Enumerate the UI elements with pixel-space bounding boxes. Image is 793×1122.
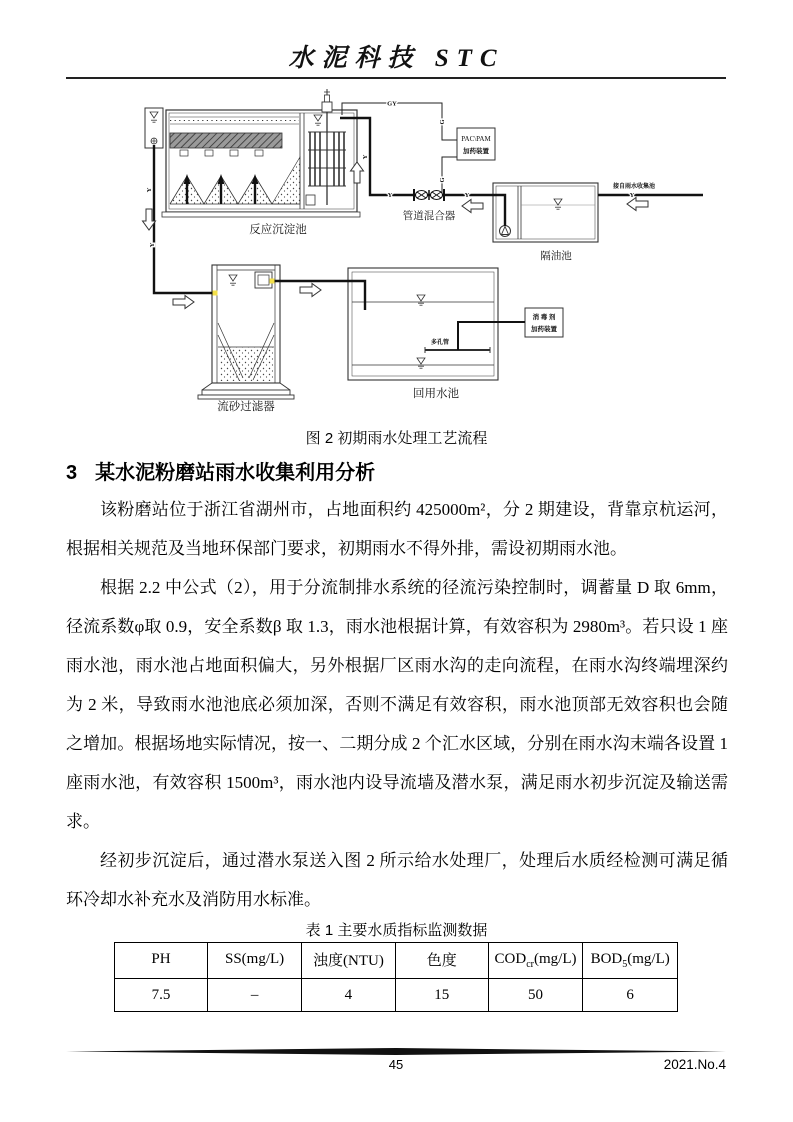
- cell-bod: 6: [583, 979, 678, 1012]
- pac-pam-dosing-box: [457, 128, 495, 160]
- journal-header-title: 水泥科技 STC: [288, 45, 505, 72]
- label-oil-separator: 隔油池: [540, 251, 572, 262]
- drain-pipe: [154, 145, 217, 293]
- paragraph-1: 该粉磨站位于浙江省湖州市，占地面积约 425000m²，分 2 期建设，背靠京杭运河，根据相关规范及当地环保部门要求，初期雨水不得外排，需设初期雨水池。: [66, 500, 728, 558]
- footer-rule: [66, 1047, 726, 1056]
- cell-ph: 7.5: [115, 979, 208, 1012]
- label-reuse-tank: 回用水池: [413, 388, 459, 400]
- flow-arrow-right-tank: [300, 284, 321, 297]
- table-header-row: [115, 943, 678, 979]
- col-header-turbidity: 浊度(NTU): [302, 943, 396, 979]
- pipe-label-y: Y: [629, 192, 635, 199]
- pipe-label-gy: GY: [387, 100, 397, 108]
- col-header-color: 色度: [395, 943, 488, 979]
- flow-arrow-right-filter: [173, 296, 194, 309]
- label-sand-filter: 流砂过滤器: [217, 401, 275, 413]
- section-title: 某水泥粉磨站雨水收集利用分析: [95, 462, 376, 484]
- figure-2-process-flow-diagram: [130, 85, 745, 425]
- label-reaction-tank: 反应沉淀池: [249, 224, 307, 236]
- pac-box-label-2: 加药装置: [463, 148, 489, 155]
- disinfectant-dosing-box: [525, 308, 563, 337]
- label-inlet-note: 接自雨水收集池: [612, 184, 656, 190]
- header-rule: [66, 77, 726, 79]
- oil-separator-tank: [493, 183, 598, 242]
- footer-issue: 2021.No.4: [663, 1057, 726, 1072]
- disinfectant-box-label-2: 加药装置: [531, 326, 557, 333]
- sand-filter-vessel: [198, 265, 294, 399]
- pipe-mixer-symbol: [414, 189, 444, 201]
- body-text: [66, 490, 728, 919]
- pipe-label-y: Y: [362, 154, 369, 160]
- col-header-cod: $COD_{cr}(mg/L)$: [488, 943, 583, 979]
- label-pipe-mixer: 管道混合器: [402, 211, 456, 222]
- table-caption: 表 1 主要水质指标监测数据: [305, 922, 488, 939]
- label-porous-pipe: 多孔管: [430, 340, 450, 346]
- pipe-label-y: Y: [464, 192, 470, 199]
- cell-color: 15: [395, 979, 488, 1012]
- pipe-label-y: Y: [149, 242, 156, 248]
- col-header-ss: SS(mg/L): [208, 943, 302, 979]
- pipe-label-y: Y: [146, 187, 153, 193]
- footer-page-number: 45: [388, 1057, 404, 1072]
- water-quality-table: [114, 942, 678, 1012]
- table-data-row: [115, 979, 678, 1012]
- disinfectant-box-label-1: 消 毒 剂: [532, 314, 556, 321]
- flow-arrow-left: [462, 200, 483, 213]
- reaction-sedimentation-tank: [145, 108, 360, 217]
- col-header-ph: PH: [115, 943, 208, 979]
- pipe-joint-highlight: [270, 279, 275, 284]
- col-header-bod: $BOD_5(mg/L)$: [583, 943, 678, 979]
- pac-box-label-1: PAC\PAM: [461, 135, 491, 143]
- pipe-label-g: G: [439, 177, 446, 183]
- disinfectant-line: [458, 322, 525, 350]
- paragraph-2: 根据 2.2 中公式（2），用于分流制排水系统的径流污染控制时，调蓄量 D 取 6mm，径流系数φ取 0.9，安全系数β 取 1.3，雨水池根据计算，有效容积为 2980m³。若只设 1 座雨水池，雨水池占地面积偏大，另外根据厂区雨水沟的走向流程，在雨水沟终端埋深约为 2 米，导致雨水池池底必须加深，否则不满足有效容积，雨水池顶部无效容积也会随之增加。根据场地实际情况，按一、二期分成 2 个汇水区域，分别在雨水沟末端各设置 1 座雨水池，有效容积 1500m³，雨水池内设导流墙及潜水泵，满足雨水初步沉淀及输送需求。: [66, 578, 728, 831]
- pipe-joint-highlight: [213, 291, 218, 296]
- pipe-label-g: G: [439, 119, 446, 125]
- flow-arrow-left-inlet: [627, 198, 648, 211]
- filter-outlet-pipe: [272, 281, 365, 310]
- reuse-water-tank: [348, 268, 498, 380]
- cell-cod: 50: [488, 979, 583, 1012]
- flow-arrow-up: [351, 162, 364, 183]
- section-heading: [66, 456, 728, 485]
- mixing-chamber: [306, 89, 346, 205]
- cell-ss: –: [208, 979, 302, 1012]
- cell-turbidity: 4: [302, 979, 396, 1012]
- figure-caption: 图 2 初期雨水处理工艺流程: [305, 430, 488, 447]
- oil-separator-dip-pipe: [493, 195, 505, 226]
- pipe-label-y: Y: [387, 192, 393, 199]
- section-number: 3: [66, 462, 78, 484]
- paragraph-3: 经初步沉淀后，通过潜水泵送入图 2 所示给水处理厂，处理后水质经检测可满足循环冷却水补充水及消防用水标准。: [66, 851, 728, 909]
